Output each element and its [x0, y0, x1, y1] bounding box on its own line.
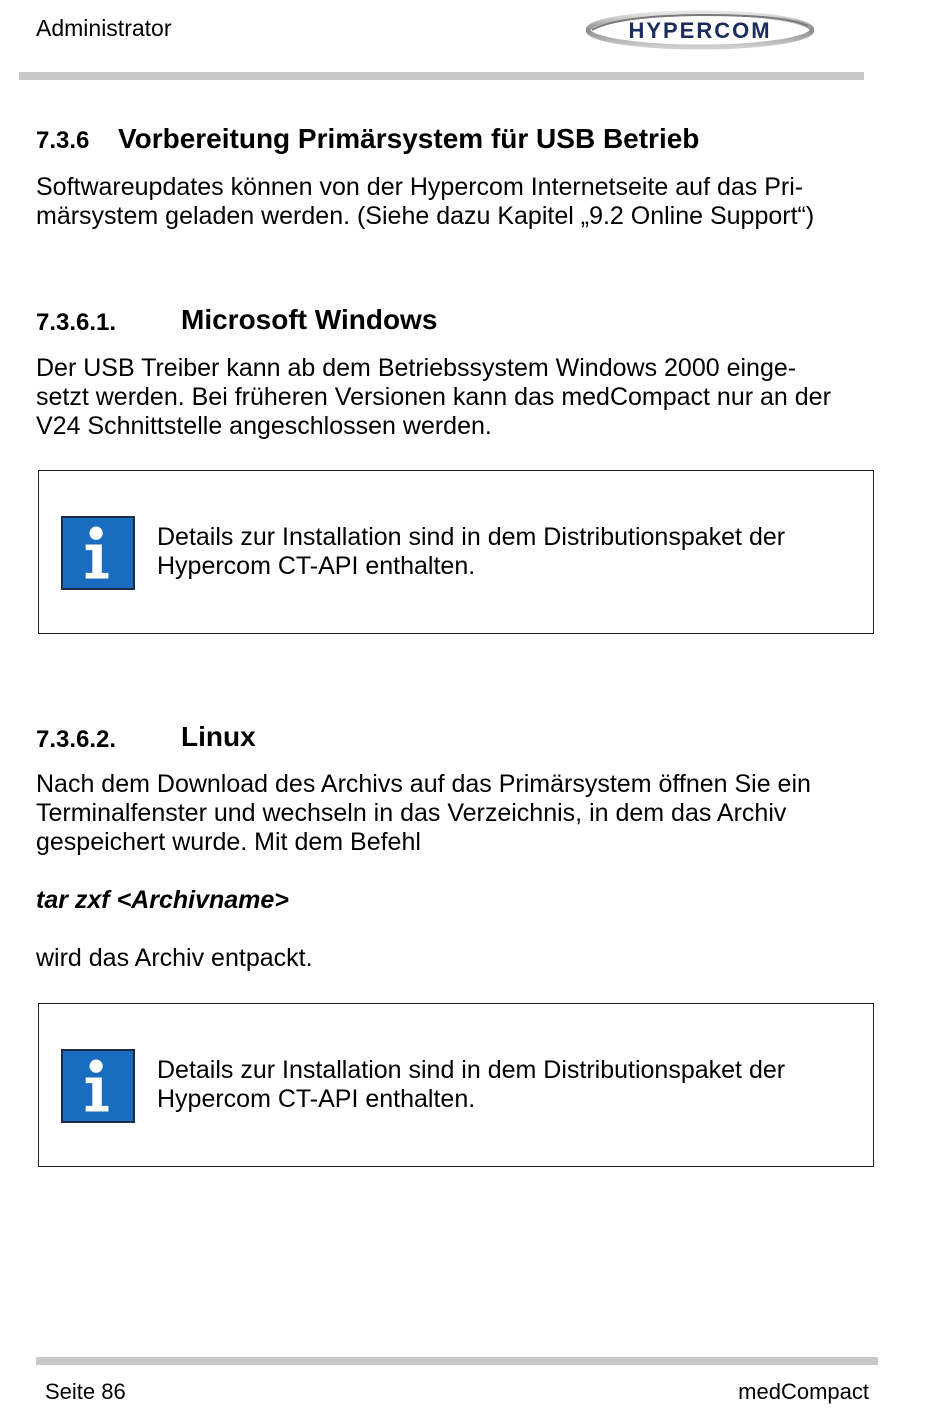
subsection-title: Linux: [181, 721, 256, 752]
page-number: Seite 86: [45, 1379, 126, 1404]
text-line: setzt werden. Bei früheren Versionen kann das medCompact nur an der: [36, 383, 831, 411]
hypercom-logo: [586, 10, 814, 50]
subsection-title: Microsoft Windows: [181, 304, 438, 335]
linux-paragraph: [36, 770, 886, 857]
header-rule: [19, 72, 864, 80]
text-line: Hypercom CT-API enthalten.: [157, 552, 476, 580]
text-line: Hypercom CT-API enthalten.: [157, 1085, 476, 1113]
text-line: Der USB Treiber kann ab dem Betriebssystem Windows 2000 einge-: [36, 354, 797, 382]
text-line: gespeichert wurde. Mit dem Befehl: [36, 828, 421, 856]
text-line: Terminalfenster und wechseln in das Verzeichnis, in dem das Archiv: [36, 799, 787, 827]
section-title: Vorbereitung Primärsystem für USB Betrieb: [118, 123, 700, 154]
text-line: Nach dem Download des Archivs auf das Primärsystem öffnen Sie ein: [36, 770, 811, 798]
footer-rule: [36, 1357, 878, 1365]
info-note-box: [38, 470, 874, 634]
subsection-number: 7.3.6.1.: [36, 309, 117, 336]
text-line: Details zur Installation sind in dem Distributionspaket der: [157, 523, 786, 551]
section-intro-paragraph: [36, 173, 886, 231]
windows-paragraph: [36, 354, 886, 441]
info-icon: [61, 1049, 135, 1123]
info-note-text: [157, 523, 785, 581]
text-line: märsystem geladen werden. (Siehe dazu Kapitel „9.2 Online Support“): [36, 202, 815, 230]
section-number: 7.3.6: [36, 127, 90, 154]
text-line: Softwareupdates können von der Hypercom Internetseite auf das Pri-: [36, 173, 804, 201]
text-line: Details zur Installation sind in dem Distributionspaket der: [157, 1056, 786, 1084]
subsection-number: 7.3.6.2.: [36, 726, 117, 753]
info-icon: [61, 516, 135, 590]
product-name: medCompact: [738, 1379, 869, 1404]
info-note-box: [38, 1003, 874, 1167]
logo-text: HYPERCOM: [628, 18, 772, 43]
command-line: tar zxf <Archivname>: [36, 886, 289, 914]
after-command-text: wird das Archiv entpackt.: [36, 944, 313, 972]
info-note-text: [157, 1056, 785, 1114]
text-line: V24 Schnittstelle angeschlossen werden.: [36, 412, 492, 440]
running-header: Administrator: [36, 15, 172, 41]
